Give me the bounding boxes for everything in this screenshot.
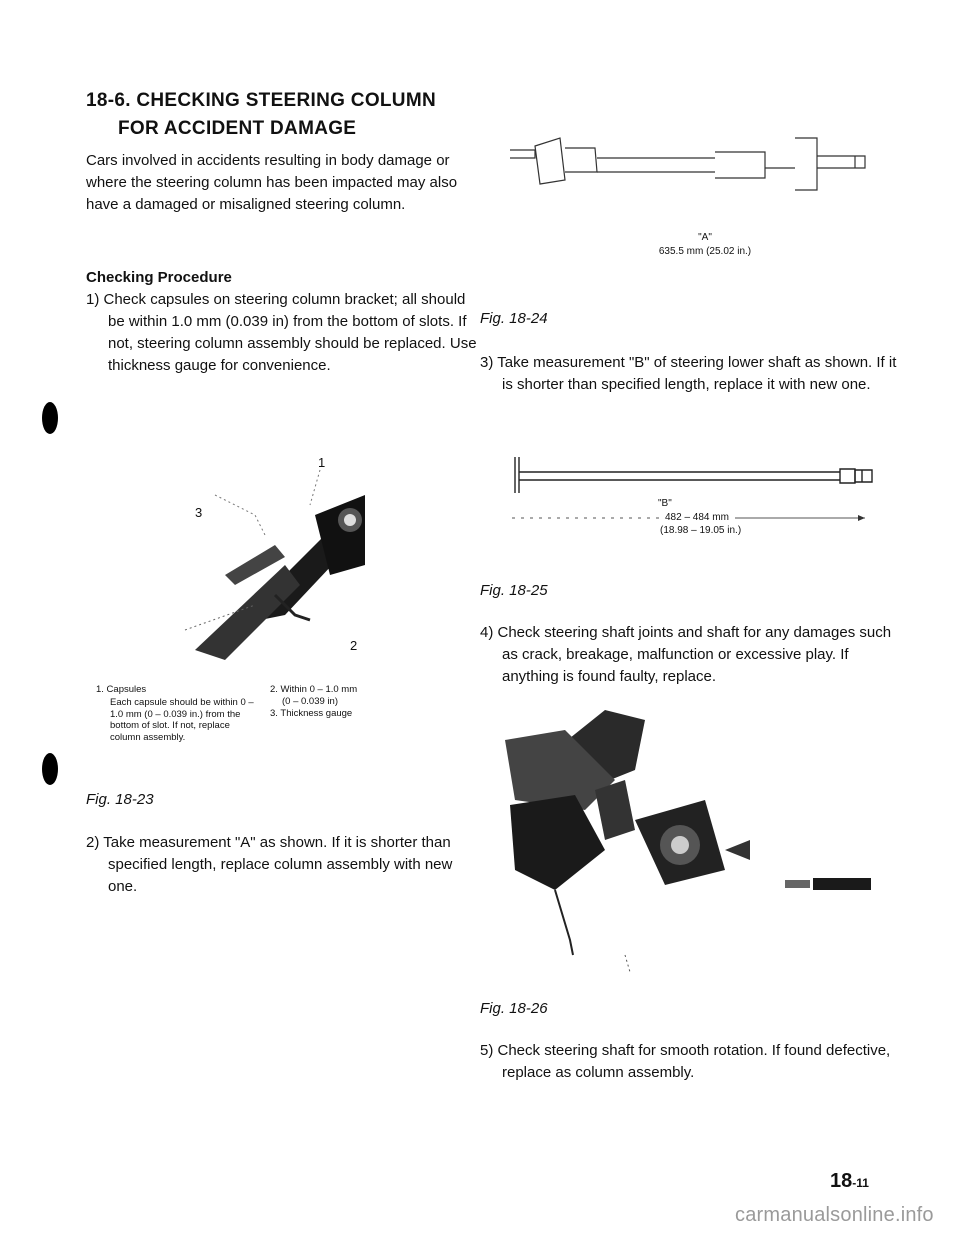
fig23-legend-left-title: 1. Capsules — [96, 684, 147, 695]
step-5: 5) Check steering shaft for smooth rotation. If found defective, replace as column assembly. — [480, 1042, 891, 1081]
step-3: 3) Take measurement "B" of steering lower shaft as shown. If it is shorter than specified length, replace it with new one. — [480, 354, 897, 393]
fig24-caption: Fig. 18-24 — [480, 310, 548, 327]
page-number-sub: -11 — [852, 1176, 869, 1190]
step-1: 1) Check capsules on steering column bracket; all should be within 1.0 mm (0.039 in) from the bottom of slots. If not, steering column assembly should be replaced. Use thickness gauge for convenience. — [86, 291, 477, 374]
figure-18-25-illustration — [510, 455, 880, 495]
watermark-text: carmanualsonline.info — [735, 1204, 934, 1226]
fig23-caption: Fig. 18-23 — [86, 791, 154, 808]
figure-18-26-photo — [495, 710, 880, 980]
step-2: 2) Take measurement "A" as shown. If it is shorter than specified length, replace column assembly with new one. — [86, 834, 453, 895]
fig23-callout-2: 2 — [350, 638, 358, 653]
fig23-legend-right-2: (0 – 0.039 in) — [282, 696, 338, 707]
fig24-dim-label: "A" — [698, 232, 712, 243]
fig25-dim-value: 482 – 484 mm — [665, 512, 729, 523]
fig25-caption: Fig. 18-25 — [480, 582, 548, 599]
fig23-legend-left-body: Each capsule should be within 0 – 1.0 mm (0 – 0.039 in.) from the bottom of slot. If not, replace column assembly. — [110, 697, 254, 743]
binding-hole-bottom — [42, 753, 58, 785]
step-4: 4) Check steering shaft joints and shaft for any damages such as crack, breakage, malfunction or excessive play. If anything is found faulty, replace. — [480, 624, 892, 685]
page-number-main: 18 — [830, 1170, 853, 1192]
fig26-caption: Fig. 18-26 — [480, 1000, 548, 1017]
fig23-callout-3: 3 — [195, 505, 203, 520]
section-heading-line2: FOR ACCIDENT DAMAGE — [118, 118, 357, 139]
fig23-callout-1: 1 — [318, 455, 326, 470]
fig25-dim-value-in: (18.98 – 19.05 in.) — [660, 525, 742, 536]
section-heading-line1: 18-6. CHECKING STEERING COLUMN — [86, 90, 436, 111]
fig23-legend-right-1: 2. Within 0 – 1.0 mm — [270, 684, 358, 695]
figure-18-24-illustration — [505, 128, 885, 196]
fig25-dim-label: "B" — [658, 498, 672, 509]
page-number — [830, 1170, 869, 1193]
fig23-legend-right-3: 3. Thickness gauge — [270, 708, 353, 719]
procedure-title: Checking Procedure — [86, 269, 232, 286]
binding-hole-top — [42, 402, 58, 434]
intro-paragraph: Cars involved in accidents resulting in body damage or where the steering column has been impacted may also have a damaged or misaligned steering column. — [86, 152, 458, 213]
fig24-dim-value: 635.5 mm (25.02 in.) — [658, 246, 752, 257]
figure-18-23-illustration — [165, 445, 365, 665]
